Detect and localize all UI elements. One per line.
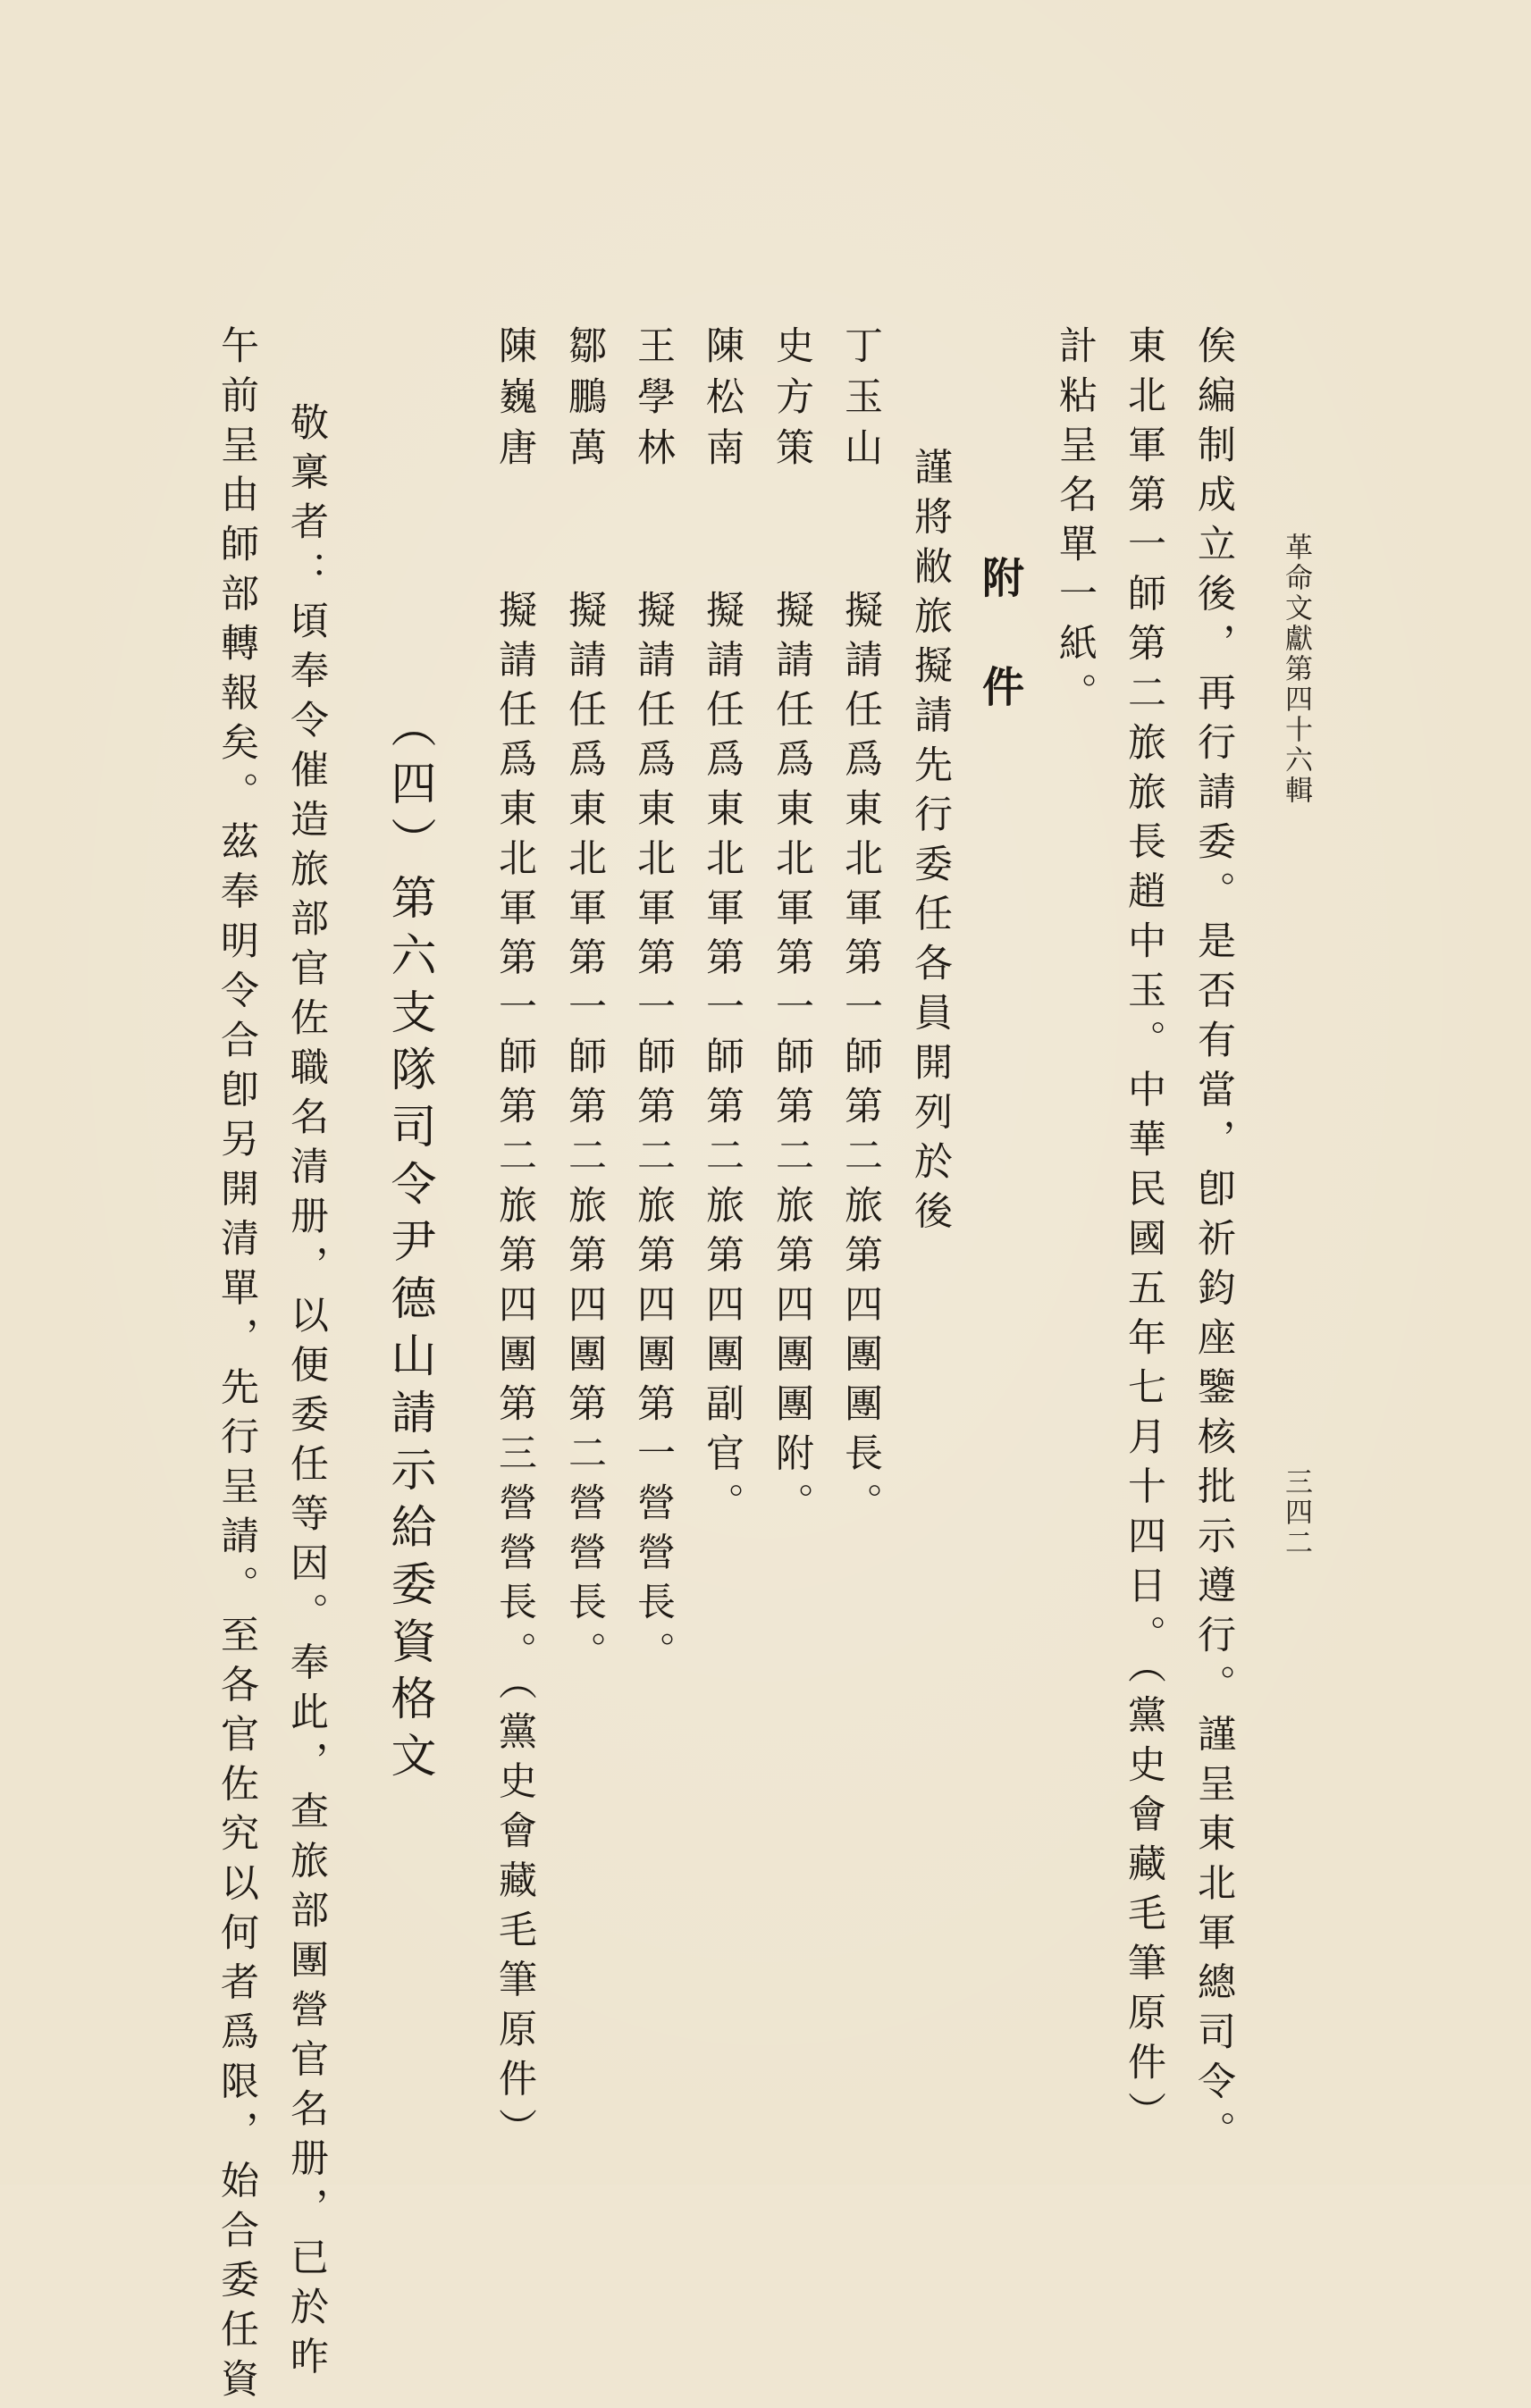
entry-name-2: 史方策: [770, 325, 814, 478]
section-4-line-1: 敬稟者：頃奉令催造旅部官佐職名清册，以便委任等因。奉此，查旅部團營官名册，已於昨: [284, 402, 329, 2386]
section-4-title: （四）第六支隊司令尹德山請示給委資格文: [383, 702, 435, 1789]
attachment-intro: 謹將敝旅擬請先行委任各員開列於後: [908, 447, 953, 1240]
entry-text-3: 擬請任爲東北軍第一師第二旅第四團副官。: [700, 590, 744, 1532]
entry-text-2: 擬請任爲東北軍第一師第二旅第四團團附。: [770, 590, 814, 1532]
body-line-2: 東北軍第一師第二旅旅長趙中玉。中華民國五年七月十四日。（黨史會藏毛筆原件）: [1122, 325, 1166, 2141]
entry-name-1: 丁玉山: [838, 325, 883, 478]
running-header-title: 革命文獻第四十六輯: [1280, 533, 1312, 806]
entry-text-1: 擬請任爲東北軍第一師第二旅第四團團長。: [838, 590, 883, 1532]
entry-name-6: 陳巍唐: [492, 325, 537, 478]
entry-text-4: 擬請任爲東北軍第一師第二旅第四團第一營營長。: [631, 590, 676, 1681]
entry-name-3: 陳松南: [700, 325, 744, 478]
section-4-line-2: 午前呈由師部轉報矣。茲奉明令合卽另開清單，先行呈請。至各官佐究以何者爲限，始合委任資: [215, 325, 259, 2408]
entry-text-6: 擬請任爲東北軍第一師第二旅第四團第三營營長。（黨史會藏毛筆原件）: [492, 590, 537, 2158]
body-line-3: 計粘呈名單一紙。: [1053, 325, 1098, 722]
attachment-heading: 附 件: [975, 556, 1024, 719]
entry-name-4: 王學林: [631, 325, 676, 478]
entry-text-5: 擬請任爲東北軍第一師第二旅第四團第二營營長。: [562, 590, 607, 1681]
body-line-1: 俟編制成立後，再行請委。是否有當，卽祈鈞座鑒核批示遵行。謹呈東北軍總司令。: [1191, 325, 1236, 2160]
page-number: 三四二: [1280, 1467, 1312, 1558]
entry-name-5: 鄒鵬萬: [562, 325, 607, 478]
